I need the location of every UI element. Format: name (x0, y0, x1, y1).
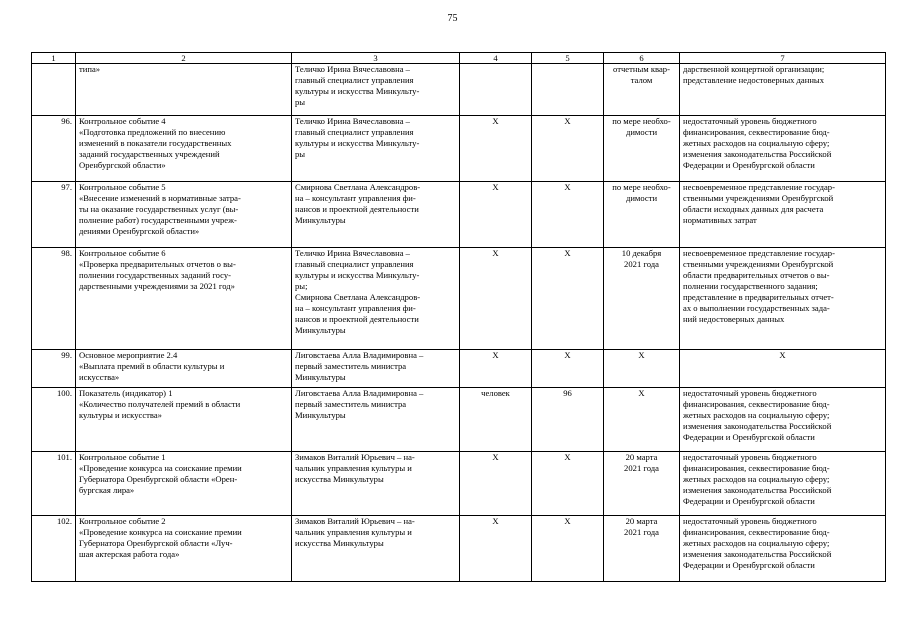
column-header: 2 (76, 53, 292, 64)
table-row (32, 64, 886, 116)
value-cell (532, 64, 604, 116)
responsible-person: Теличко Ирина Вячеславовна – главный специалист управления культуры и искусства Минкульту- ры; Смирнова Светлана Александров- на – консультант управления фи- нансов и проектной деятельности Минкультуры (292, 248, 460, 350)
row-number: 98. (32, 248, 76, 350)
deadline-cell: по мере необхо- димости (604, 182, 680, 248)
plan-table (31, 52, 886, 582)
column-header: 6 (604, 53, 680, 64)
activity-name: Контрольное событие 6 «Проверка предварительных отчетов о вы- полнении государственных заданий госу- дарственными учреждениями за 2021 год» (76, 248, 292, 350)
table-row (32, 516, 886, 582)
unit-cell: Х (460, 452, 532, 516)
column-header: 1 (32, 53, 76, 64)
unit-cell: Х (460, 516, 532, 582)
row-number: 100. (32, 388, 76, 452)
unit-cell (460, 64, 532, 116)
risks-cell: недостаточный уровень бюджетного финансирования, секвестирование бюд- жетных расходов на социальную сферу; изменения законодательства Российской Федерации и Оренбургской области (680, 388, 886, 452)
activity-name: Контрольное событие 1 «Проведение конкурса на соискание премии Губернатора Оренбургской области «Орен- бургская лира» (76, 452, 292, 516)
header-row (32, 53, 886, 64)
activity-name: Контрольное событие 2 «Проведение конкурса на соискание премии Губернатора Оренбургской области «Луч- шая актерская работа года» (76, 516, 292, 582)
table-row (32, 388, 886, 452)
unit-cell: Х (460, 116, 532, 182)
responsible-person: Зимаков Виталий Юрьевич – на- чальник управления культуры и искусства Минкультуры (292, 452, 460, 516)
unit-cell: человек (460, 388, 532, 452)
value-cell: Х (532, 182, 604, 248)
row-number: 101. (32, 452, 76, 516)
risks-cell: недостаточный уровень бюджетного финансирования, секвестирование бюд- жетных расходов на социальную сферу; изменения законодательства Российской Федерации и Оренбургской области (680, 116, 886, 182)
row-number: 96. (32, 116, 76, 182)
deadline-cell: 10 декабря 2021 года (604, 248, 680, 350)
activity-name: Показатель (индикатор) 1 «Количество получателей премий в области культуры и искусства» (76, 388, 292, 452)
responsible-person: Лиговстаева Алла Владимировна – первый заместитель министра Минкультуры (292, 350, 460, 388)
table-row (32, 116, 886, 182)
deadline-cell: Х (604, 350, 680, 388)
table-row (32, 182, 886, 248)
risks-cell: недостаточный уровень бюджетного финансирования, секвестирование бюд- жетных расходов на социальную сферу; изменения законодательства Российской Федерации и Оренбургской области (680, 516, 886, 582)
value-cell: 96 (532, 388, 604, 452)
table-row (32, 452, 886, 516)
responsible-person: Зимаков Виталий Юрьевич – на- чальник управления культуры и искусства Минкультуры (292, 516, 460, 582)
deadline-cell: Х (604, 388, 680, 452)
responsible-person: Лиговстаева Алла Владимировна – первый заместитель министра Минкультуры (292, 388, 460, 452)
row-number: 102. (32, 516, 76, 582)
activity-name: типа» (76, 64, 292, 116)
value-cell: Х (532, 452, 604, 516)
responsible-person: Теличко Ирина Вячеславовна – главный специалист управления культуры и искусства Минкульту- ры (292, 116, 460, 182)
responsible-person: Теличко Ирина Вячеславовна – главный специалист управления культуры и искусства Минкульту- ры (292, 64, 460, 116)
column-header: 7 (680, 53, 886, 64)
column-header: 5 (532, 53, 604, 64)
value-cell: Х (532, 116, 604, 182)
unit-cell: Х (460, 182, 532, 248)
row-number: 97. (32, 182, 76, 248)
deadline-cell: 20 марта 2021 года (604, 452, 680, 516)
column-header: 4 (460, 53, 532, 64)
table-row (32, 350, 886, 388)
responsible-person: Смирнова Светлана Александров- на – консультант управления фи- нансов и проектной деятельности Минкультуры (292, 182, 460, 248)
unit-cell: Х (460, 248, 532, 350)
value-cell: Х (532, 350, 604, 388)
value-cell: Х (532, 248, 604, 350)
risks-cell: несвоевременное представление государ- ственными учреждениями Оренбургской области исходных данных для расчета нормативных затрат (680, 182, 886, 248)
page-number: 75 (447, 13, 458, 24)
risks-cell: недостаточный уровень бюджетного финансирования, секвестирование бюд- жетных расходов на социальную сферу; изменения законодательства Российской Федерации и Оренбургской области (680, 452, 886, 516)
risks-cell: Х (680, 350, 886, 388)
activity-name: Контрольное событие 5 «Внесение изменений в нормативные затра- ты на оказание государственных услуг (вы- полнение работ) государственными учреж- дениями Оренбургской области» (76, 182, 292, 248)
activity-name: Контрольное событие 4 «Подготовка предложений по внесению изменений в показатели государственных заданий государственных учреждений Оренбургской области» (76, 116, 292, 182)
activity-name: Основное мероприятие 2.4 «Выплата премий в области культуры и искусства» (76, 350, 292, 388)
table-row (32, 248, 886, 350)
deadline-cell: отчетным квар- талом (604, 64, 680, 116)
value-cell: Х (532, 516, 604, 582)
column-header: 3 (292, 53, 460, 64)
risks-cell: дарственной концертной организации; представление недостоверных данных (680, 64, 886, 116)
row-number (32, 64, 76, 116)
deadline-cell: 20 марта 2021 года (604, 516, 680, 582)
deadline-cell: по мере необхо- димости (604, 116, 680, 182)
risks-cell: несвоевременное представление государ- ственными учреждениями Оренбургской области предварительных отчетов о вы- полнении государственного задания; представление в предварительных отчет- ах о выполнении государственных зада- ний недостоверных данных (680, 248, 886, 350)
row-number: 99. (32, 350, 76, 388)
unit-cell: Х (460, 350, 532, 388)
